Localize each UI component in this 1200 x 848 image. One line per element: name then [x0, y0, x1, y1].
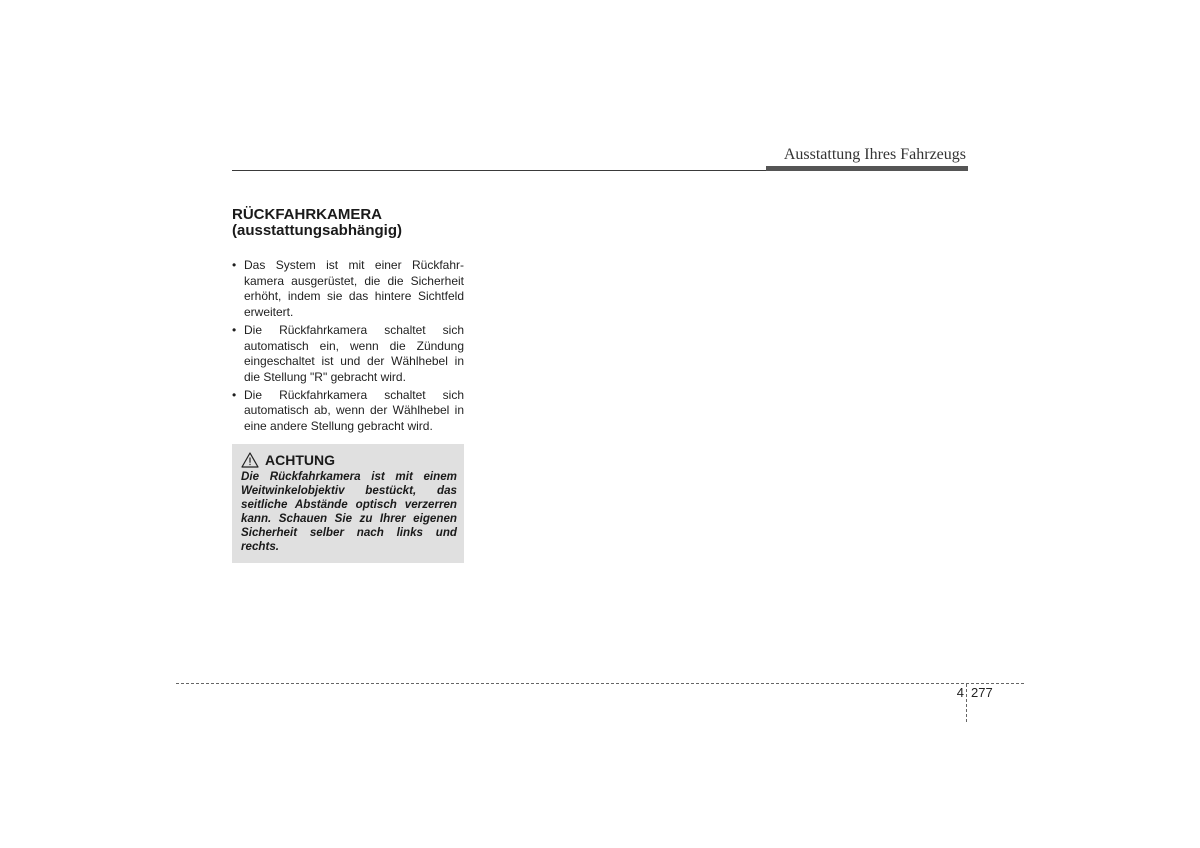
warning-triangle-icon — [241, 452, 259, 468]
warning-box — [232, 444, 464, 563]
footer-divider — [966, 684, 967, 722]
section-title-subtitle: (ausstattungsabhängig) — [232, 222, 403, 239]
bullet-dot: • — [232, 387, 237, 402]
warning-label: ACHTUNG — [265, 452, 335, 468]
bullet-text: Das System ist mit einer Rückfahr-kamera ausgerüstet, die die Sicherheit erhöht, indem sie das hintere Sichtfeld erweitert. — [244, 258, 464, 320]
page-number: 277 — [971, 685, 993, 700]
list-item — [232, 388, 464, 435]
list-item — [232, 323, 464, 386]
section-title — [232, 207, 472, 239]
chapter-number: 4 — [956, 685, 964, 700]
bullet-text: Die Rückfahrkamera schaltet sich automatisch ab, wenn der Wählhebel in eine andere Stellung gebracht wird. — [244, 387, 464, 434]
bullet-dot: • — [232, 322, 237, 337]
header-bar — [766, 166, 968, 171]
bullet-text: Die Rückfahrkamera schaltet sich automatisch ein, wenn die Zündung eingeschaltet ist und der Wählhebel in die Stellung "R" gebracht wird. — [244, 322, 464, 384]
list-item — [232, 258, 464, 321]
running-header-title: Ausstattung Ihres Fahrzeugs — [783, 146, 966, 163]
bullet-list — [232, 258, 464, 437]
warning-header — [241, 451, 457, 469]
header-rule — [232, 170, 766, 171]
footer-rule — [176, 683, 1024, 684]
section-title-main: RÜCKFAHRKAMERA — [232, 206, 382, 223]
warning-text: Die Rückfahrkamera ist mit einem Weitwinkelobjektiv bestückt, das seitliche Abstände optisch verzerren kann. Schauen Sie zu Ihrer eigenen Sicherheit selber nach links und rechts. — [241, 470, 457, 553]
bullet-dot: • — [232, 258, 237, 272]
